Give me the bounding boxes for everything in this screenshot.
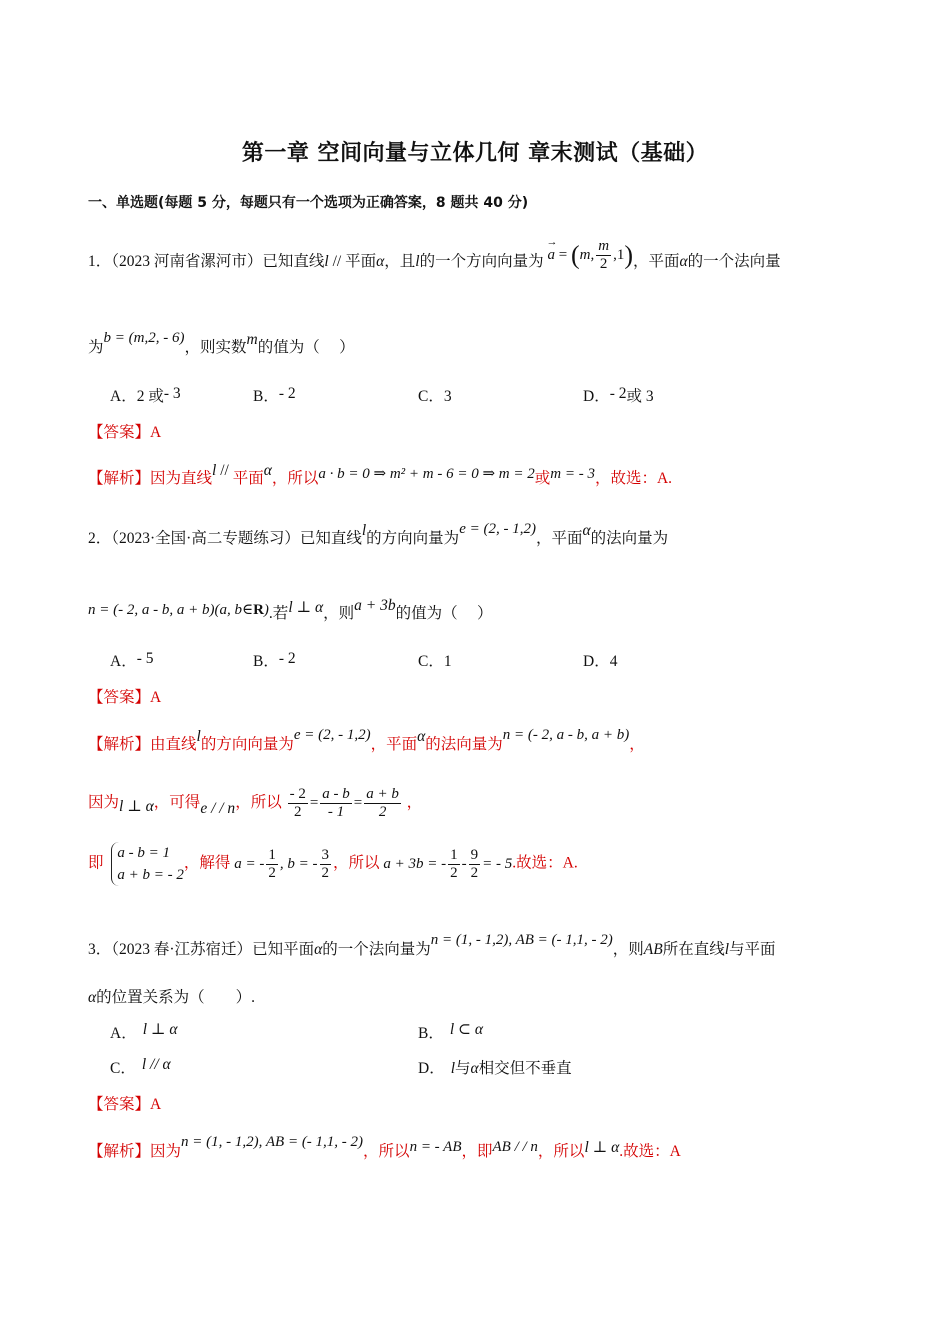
analysis-1: 【解析】因为直线l // 平面α，所以a · b = 0 ⇒ m² + m - 6 = 0 ⇒ m = 2或m = - 3，故选：A.: [88, 462, 673, 487]
question-1-line-1: 1．（2023 河南省漯河市）已知直线l // 平面α，且l的一个方向向量为 → a = (m, $\frac{m}{2}$ ,1)，平面α的一个法向量: [88, 252, 781, 273]
section-heading: 一、单选题(每题 5 分，每题只有一个选项为正确答案，8 题共 40 分): [88, 195, 529, 211]
answer-2: 【答案】A: [88, 689, 162, 706]
question-number: 2．: [88, 530, 112, 547]
analysis-formula: a · b = 0 ⇒ m² + m - 6 = 0 ⇒ m = 2: [318, 466, 535, 482]
question-2-line-1: 2．（2023·全国·高二专题练习）已知直线l的方向向量为e = (2, - 1,2)，平面α的法向量为: [88, 521, 669, 547]
vector-a-formula: → a = (m, $\frac{m}{2}$ ,1): [547, 238, 633, 273]
vector-b-formula: b = (m,2, - 6): [103, 330, 185, 346]
analysis-2-line-1: 【解析】由直线l的方向向量为e = (2, - 1,2)，平面α的法向量为n = (- 2, a - b, a + b)，: [88, 727, 645, 753]
option-d[interactable]: D．4: [583, 653, 618, 670]
analysis-2-line-3: 即 a - b = 1 a + b = - 2 ，解得 a = - $\frac{1}{2}$ , b = - $\frac{3}{2}$ ，所以 a + 3b = - $\frac{1}{2}$ - $\frac{9}{2}$ = - 5.故选：A.: [88, 842, 578, 886]
question-1-line-2: 为b = (m,2, - 6)，则实数m的值为（ ）: [88, 330, 355, 356]
question-number: 3．: [88, 941, 112, 958]
question-source: （2023 春·江苏宿迁）: [111, 941, 253, 958]
option-a[interactable]: A． l ⊥ α: [110, 1021, 178, 1042]
question-3-line-2: α的位置关系为（ ）.: [88, 989, 256, 1006]
option-c[interactable]: C．1: [418, 653, 452, 670]
question-2-line-2: n = (- 2, a - b, a + b)(a, b∈R).若l ⊥ α，则a + 3b的值为（ ）: [88, 597, 493, 622]
option-b[interactable]: B．- 2: [253, 650, 296, 670]
answer-1: 【答案】A: [88, 424, 162, 441]
vector-n-formula: n = (- 2, a - b, a + b)(a, b∈R): [88, 602, 269, 618]
option-d[interactable]: D． l与α相交但不垂直: [418, 1060, 572, 1077]
question-3-line-1: 3．（2023 春·江苏宿迁）已知平面α的一个法向量为n = (1, - 1,2), AB = (- 1,1, - 2)，则AB所在直线l与平面: [88, 932, 776, 958]
answer-3: 【答案】A: [88, 1096, 162, 1113]
option-c[interactable]: C． l // α: [110, 1056, 171, 1077]
option-a[interactable]: A．2 或- 3: [110, 385, 181, 405]
analysis-2-line-2: 因为l ⊥ α，可得e / / n，所以 $\frac{- 2}{2}$ = $\frac{a - b}{- 1}$ = $\frac{a + b}{2}$ ，: [88, 786, 423, 820]
page-title: 第一章 空间向量与立体几何 章末测试（基础）: [241, 141, 709, 166]
option-a[interactable]: A．- 5: [110, 650, 154, 670]
normal-vector-formula: n = (1, - 1,2), AB = (- 1,1, - 2): [430, 932, 613, 948]
option-d[interactable]: D．- 2或 3: [583, 385, 654, 405]
option-c[interactable]: C．3: [418, 388, 452, 405]
option-b[interactable]: B．- 2: [253, 385, 296, 405]
question-number: 1．: [88, 253, 112, 271]
analysis-3: 【解析】因为n = (1, - 1,2), AB = (- 1,1, - 2)，所以n = - AB，即AB / / n，所以l ⊥ α.故选：A: [88, 1134, 681, 1160]
question-source: （2023 河南省漯河市）: [111, 253, 263, 271]
equation-system: a - b = 1 a + b = - 2: [111, 842, 184, 886]
question-source: （2023·全国·高二专题练习）: [111, 530, 300, 547]
vector-e-formula: e = (2, - 1,2): [459, 521, 536, 537]
option-b[interactable]: B． l ⊂ α: [418, 1021, 484, 1042]
